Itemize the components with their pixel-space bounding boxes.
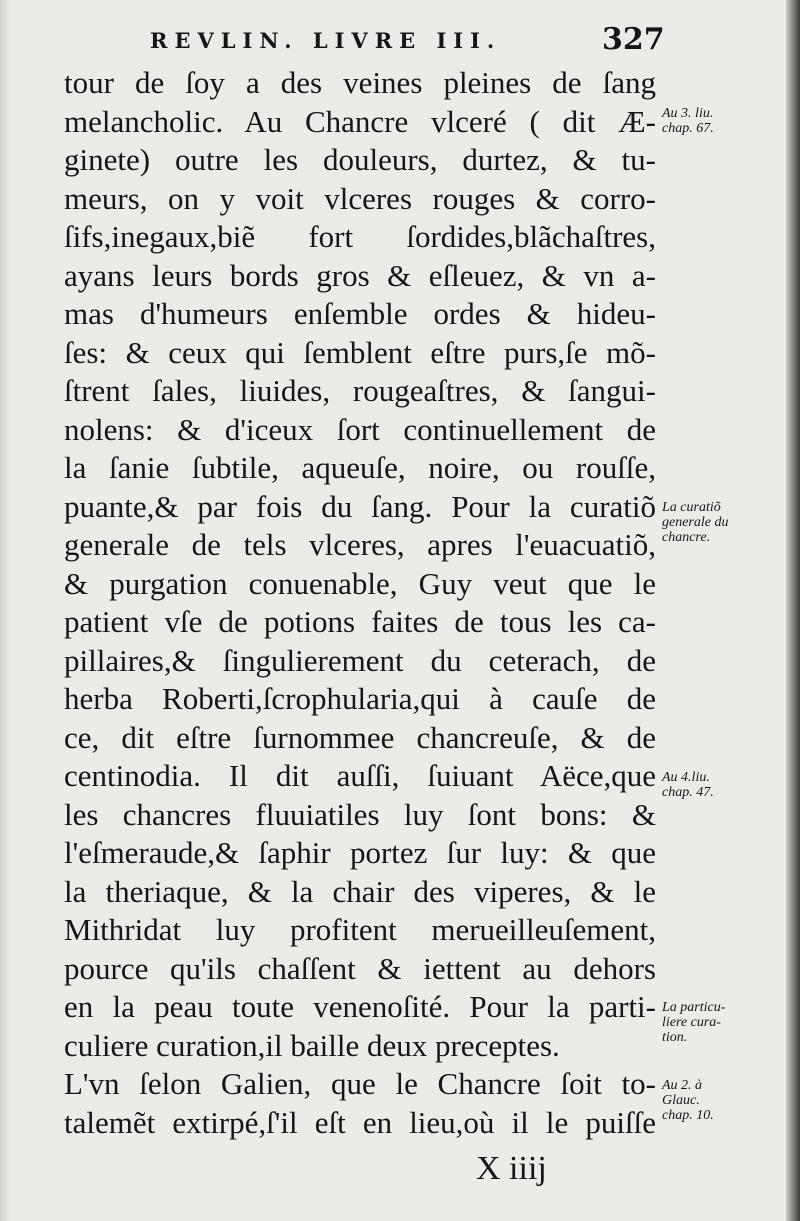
running-head: REVLIN. LIVRE III.: [150, 28, 502, 53]
text-line: ſes: & ceux qui ſemblent eſtre purs,ſe mõ-: [64, 334, 656, 370]
margin-note-reference: [662, 106, 792, 136]
text-line: tour de ſoy a des veines pleines de ſang: [64, 65, 656, 100]
text-line: ſtrent ſales, liuides, rougeaſtres, & ſangui-: [64, 373, 656, 408]
text-line: Mithridat luy profitent merueilleuſement,: [64, 912, 656, 947]
text-line: generale de tels vlceres, apres l'euacuatiõ,: [64, 527, 656, 562]
signature-mark: X iiij: [476, 1150, 547, 1187]
text-line: puante,& par fois du ſang. Pour la curatiõ: [64, 488, 656, 524]
margin-note-line: chancre.: [662, 530, 711, 545]
margin-note-line: Au 4.liu.: [662, 770, 710, 785]
body-text: [64, 64, 664, 1142]
text-line: nolens: & d'iceux ſort continuellement de: [64, 411, 656, 447]
text-line: pillaires,& ſingulierement du ceterach, de: [64, 642, 656, 678]
text-line: culiere curation,il baille deux preceptes.: [64, 1027, 560, 1063]
margin-note-line: chap. 67.: [662, 121, 714, 136]
text-line: meurs, on y voit vlceres rouges & corro-: [64, 180, 656, 216]
text-line: centinodia. Il dit auſſi, ſuiuant Aëce,que: [64, 758, 656, 793]
text-line: l'eſmeraude,& ſaphir portez ſur luy: & que: [64, 835, 656, 870]
margin-note-line: La curatiõ: [662, 500, 721, 515]
page-left-edge-shadow: [0, 0, 10, 1221]
text-line: la theriaque, & la chair des viperes, & le: [64, 873, 656, 909]
text-line: en la peau toute venenoſité. Pour la parti-: [64, 989, 656, 1024]
text-line: la ſanie ſubtile, aqueuſe, noire, ou rouſſe,: [64, 450, 656, 485]
text-line: les chancres fluuiatiles luy ſont bons: &: [64, 796, 656, 832]
text-line: L'vn ſelon Galien, que le Chancre ſoit to-: [64, 1066, 656, 1101]
margin-note-topic: [662, 1000, 792, 1045]
margin-note-line: Glauc.: [662, 1093, 700, 1108]
margin-note-reference: [662, 770, 792, 800]
margin-note-reference: [662, 1078, 792, 1123]
margin-note-line: generale du: [662, 515, 729, 530]
text-line: & purgation conuenable, Guy veut que le: [64, 565, 656, 601]
margin-note-line: liere cura-: [662, 1015, 721, 1030]
margin-note-line: La particu-: [662, 1000, 726, 1015]
text-line: melancholic. Au Chancre vlceré ( dit Æ-: [64, 103, 656, 139]
text-line: ſifs,inegaux,biẽ fort ſordides,blãchaſtres,: [64, 219, 656, 254]
text-line: mas d'humeurs enſemble ordes & hideu-: [64, 296, 656, 331]
text-line: ginete) outre les douleurs, durtez, & tu-: [64, 142, 656, 177]
page-number: 327: [602, 22, 665, 57]
margin-note-line: chap. 10.: [662, 1108, 714, 1123]
text-line: talemẽt extirpé,ſ'il eſt en lieu,où il le puiſſe: [64, 1104, 656, 1140]
text-line: ce, dit eſtre ſurnommee chancreuſe, & de: [64, 719, 656, 755]
margin-note-line: Au 2. à: [662, 1078, 703, 1093]
margin-note-topic: [662, 500, 792, 545]
margin-note-line: chap. 47.: [662, 785, 714, 800]
text-line: pource qu'ils chaſſent & iettent au dehors: [64, 950, 656, 986]
margin-note-line: tion.: [662, 1030, 688, 1045]
text-line: ayans leurs bords gros & eſleuez, & vn a-: [64, 257, 656, 293]
margin-note-line: Au 3. liu.: [662, 106, 714, 121]
text-line: herba Roberti,ſcrophularia,qui à cauſe de: [64, 681, 656, 716]
text-line: patient vſe de potions faites de tous les ca-: [64, 604, 656, 639]
